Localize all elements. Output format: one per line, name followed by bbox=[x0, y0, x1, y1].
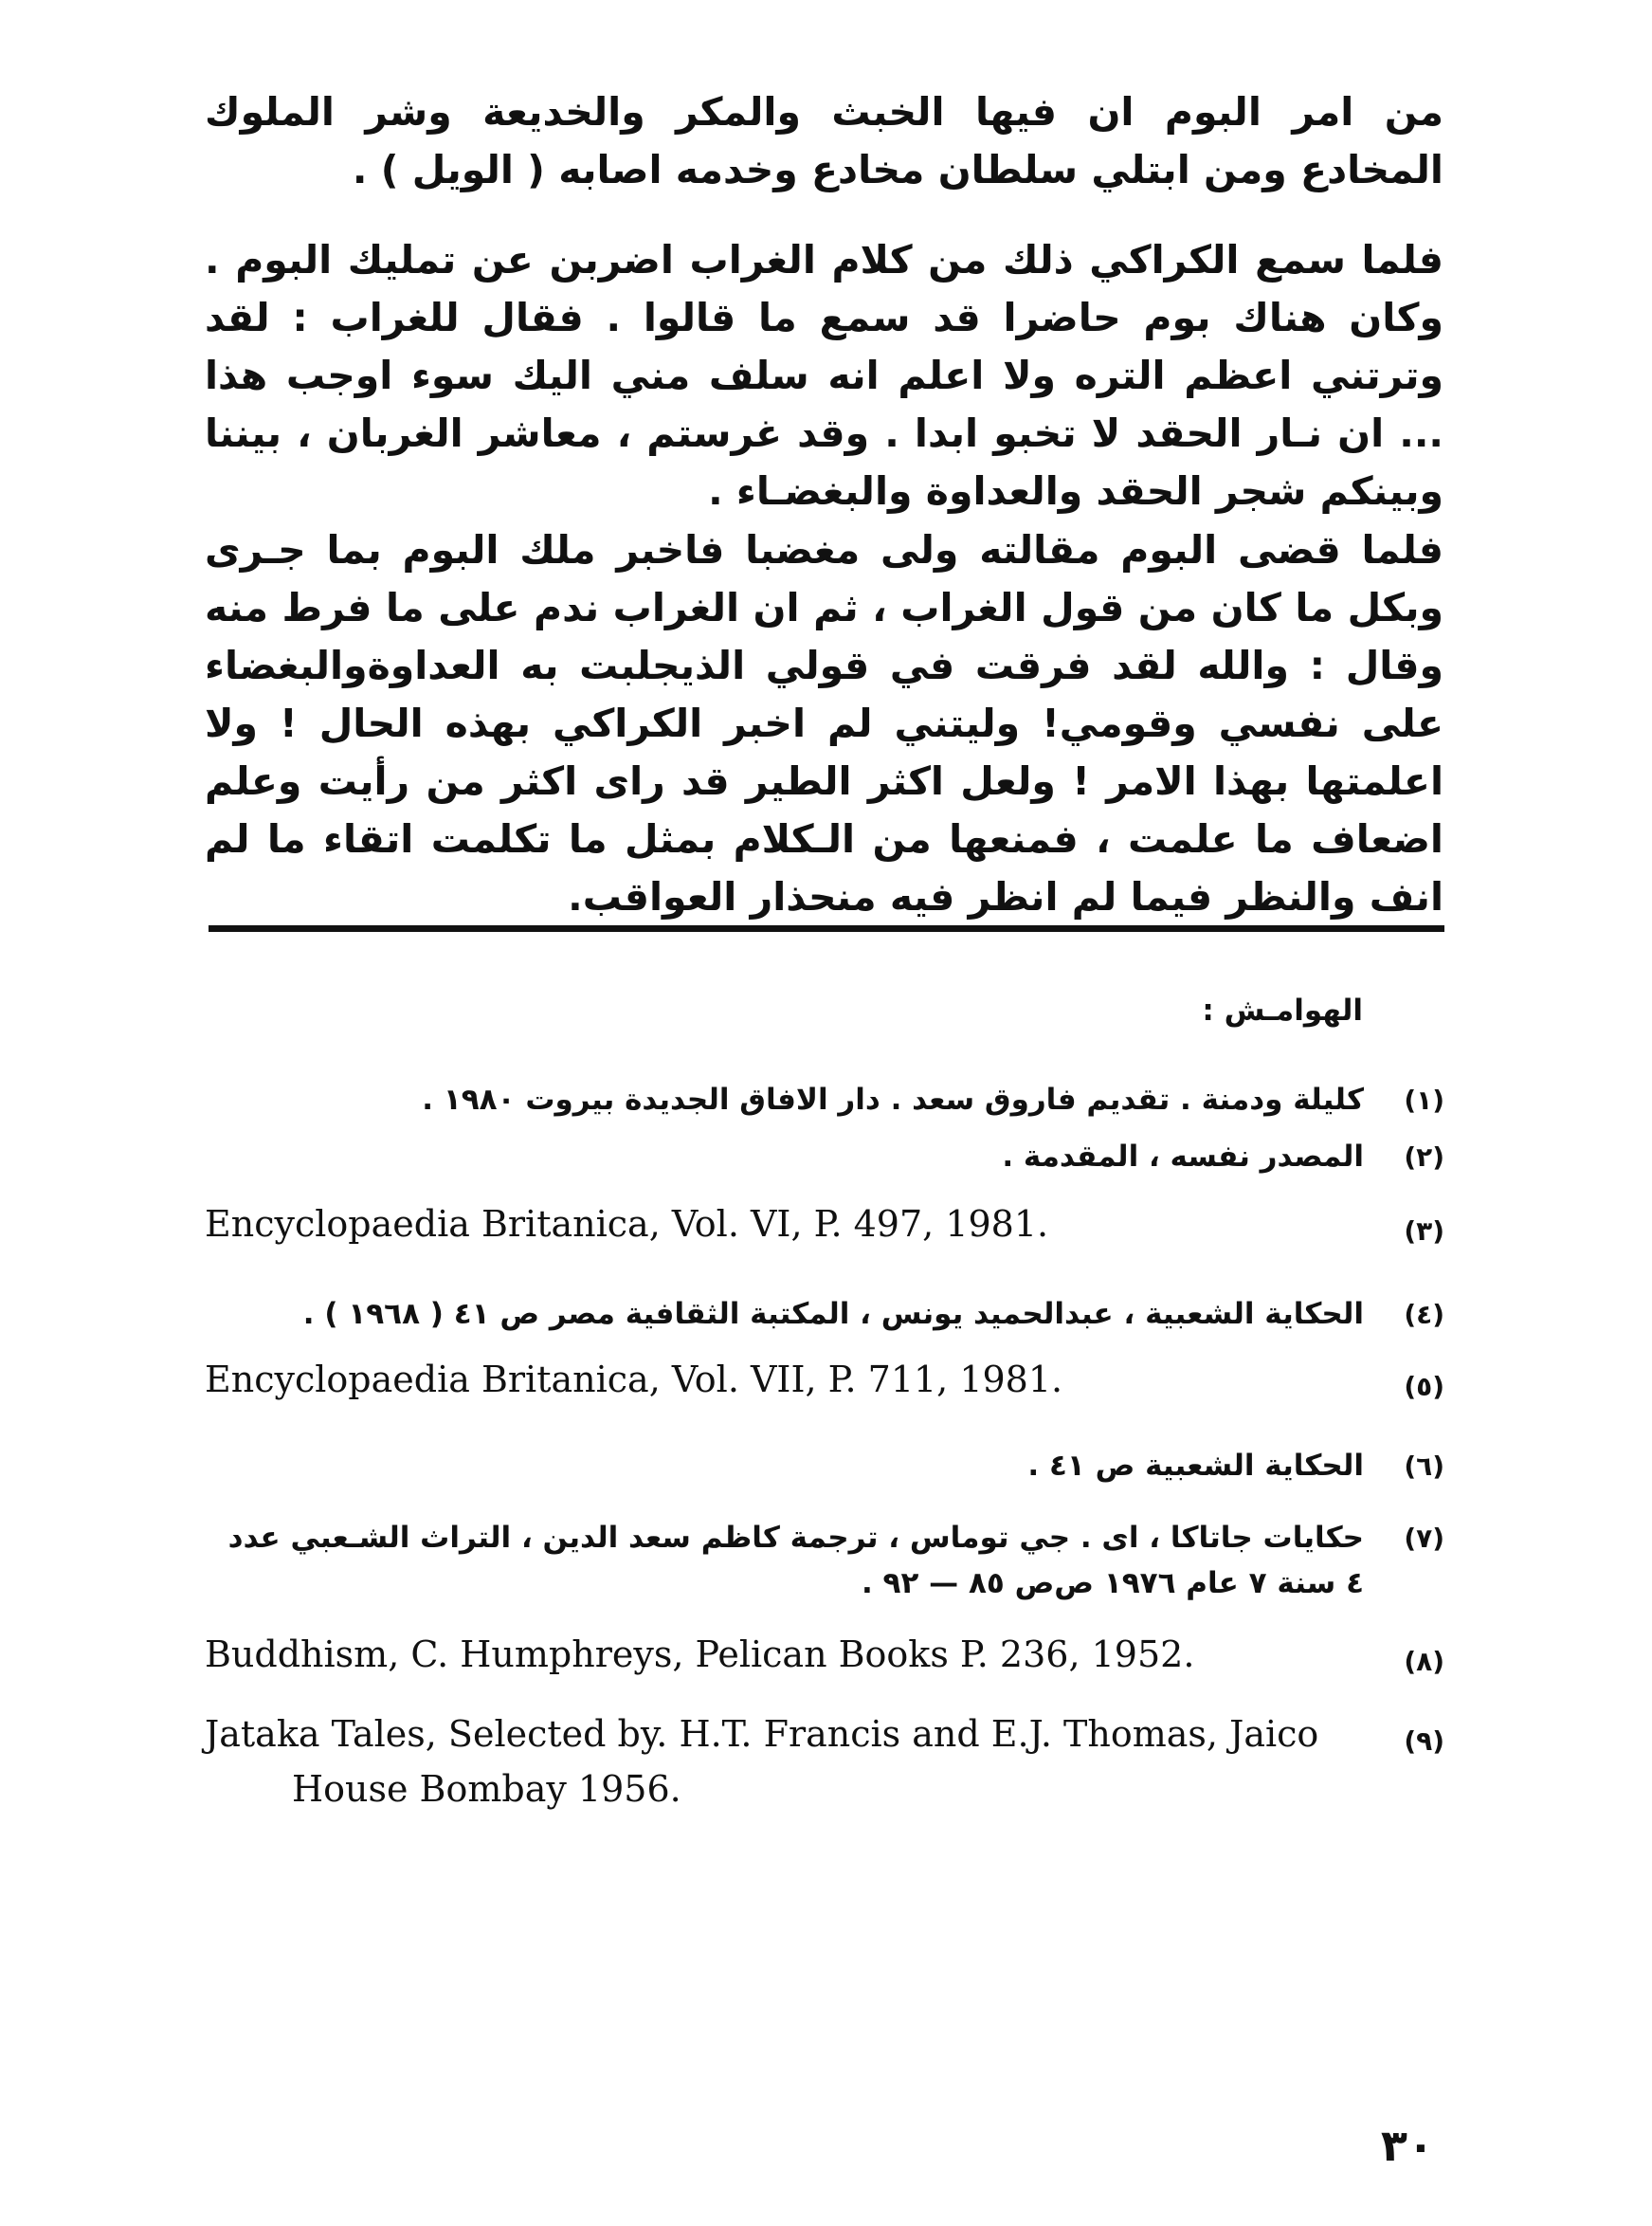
footnote-text: المصدر نفسه ، المقدمة . bbox=[1002, 1140, 1364, 1174]
footnote-number: (٦) bbox=[1404, 1451, 1444, 1482]
footnote-number: (٢) bbox=[1404, 1141, 1444, 1173]
footnote-text: Encyclopaedia Britanica, Vol. VI, P. 497, 1981. bbox=[205, 1203, 1049, 1245]
page-number: ٣٠ bbox=[1380, 2120, 1434, 2171]
footnote-number: (٣) bbox=[1404, 1215, 1444, 1247]
footnotes-heading: الهوامـش : bbox=[1202, 994, 1363, 1028]
footnote-text: كليلة ودمنة . تقديم فاروق سعد . دار الافاق الجديدة بيروت ١٩٨٠ . bbox=[422, 1083, 1364, 1117]
footnote-number: (٥) bbox=[1404, 1371, 1444, 1402]
footnote-number: (٩) bbox=[1404, 1725, 1444, 1757]
footnote-number: (٤) bbox=[1404, 1299, 1444, 1330]
footnote-number: (٨) bbox=[1404, 1646, 1444, 1677]
footnote-number: (١) bbox=[1404, 1085, 1444, 1116]
footnote-text: الحكاية الشعبية ، عبدالحميد يونس ، المكتبة الثقافية مصر ص ٤١ ( ١٩٦٨ ) . bbox=[302, 1297, 1364, 1331]
footnote-text: الحكاية الشعبية ص ٤١ . bbox=[1027, 1449, 1364, 1483]
body-paragraph: فلما قضى البوم مقالته ولى مغضبا فاخبر ملك البوم بما جـرى وبكل ما كان من قول الغراب ، ثم ان الغراب ندم على ما فرط منه وقال : والله لقد فرقت في قولي الذيجلبت به العداوةوالبغضاء على نفسي وقومي! وليتني لم اخبر الكراكي بهذه الحال ! ولا اعلمتها بهذا الامر ! ولعل اكثر الطير قد راى اكثر من رأيت وعلم اضعاف ما علمت ، فمنعها من الـكلام بمثل ما تكلمت اتقاء ما لم انف والنظر فيما لم انظر فيه منحذار العواقب. bbox=[205, 527, 1443, 920]
body-paragraph: فلما سمع الكراكي ذلك من كلام الغراب اضربن عن تمليك البوم . وكان هناك بوم حاضرا قد سمع ما قالوا . فقال للغراب : لقد وترتني اعظم التره ولا اعلم انه سلف مني اليك سوء اوجب هذا ... ان نـار الحقد لا تخبو ابدا . وقد غرستم ، معاشر الغربان ، بيننا وبينكم شجر الحقد والعداوة والبغضـاء . bbox=[205, 237, 1443, 514]
footnote-separator-rule bbox=[209, 925, 1444, 932]
body-paragraph: من امر البوم ان فيها الخبث والمكر والخديعة وشر الملوك المخادع ومن ابتلي سلطان مخادع وخدمه اصابه ( الويل ) . bbox=[205, 89, 1443, 192]
footnote-text: حكايات جاتاكا ، اى . جي توماس ، ترجمة كاظم سعد الدين ، التراث الشـعبي عدد ٤ سنة ٧ عام ١٩٧٦ ص‌ص ٨٥ — ٩٢ . bbox=[227, 1521, 1364, 1600]
footnote-text: Encyclopaedia Britanica, Vol. VII, P. 711, 1981. bbox=[205, 1359, 1063, 1400]
footnote-text: Buddhism, C. Humphreys, Pelican Books P. 236, 1952. bbox=[205, 1633, 1195, 1675]
footnote-number: (٧) bbox=[1404, 1523, 1444, 1554]
footnote-text: Jataka Tales, Selected by. H.T. Francis and E.J. Thomas, Jaico House Bombay 1956. bbox=[205, 1713, 1319, 1810]
